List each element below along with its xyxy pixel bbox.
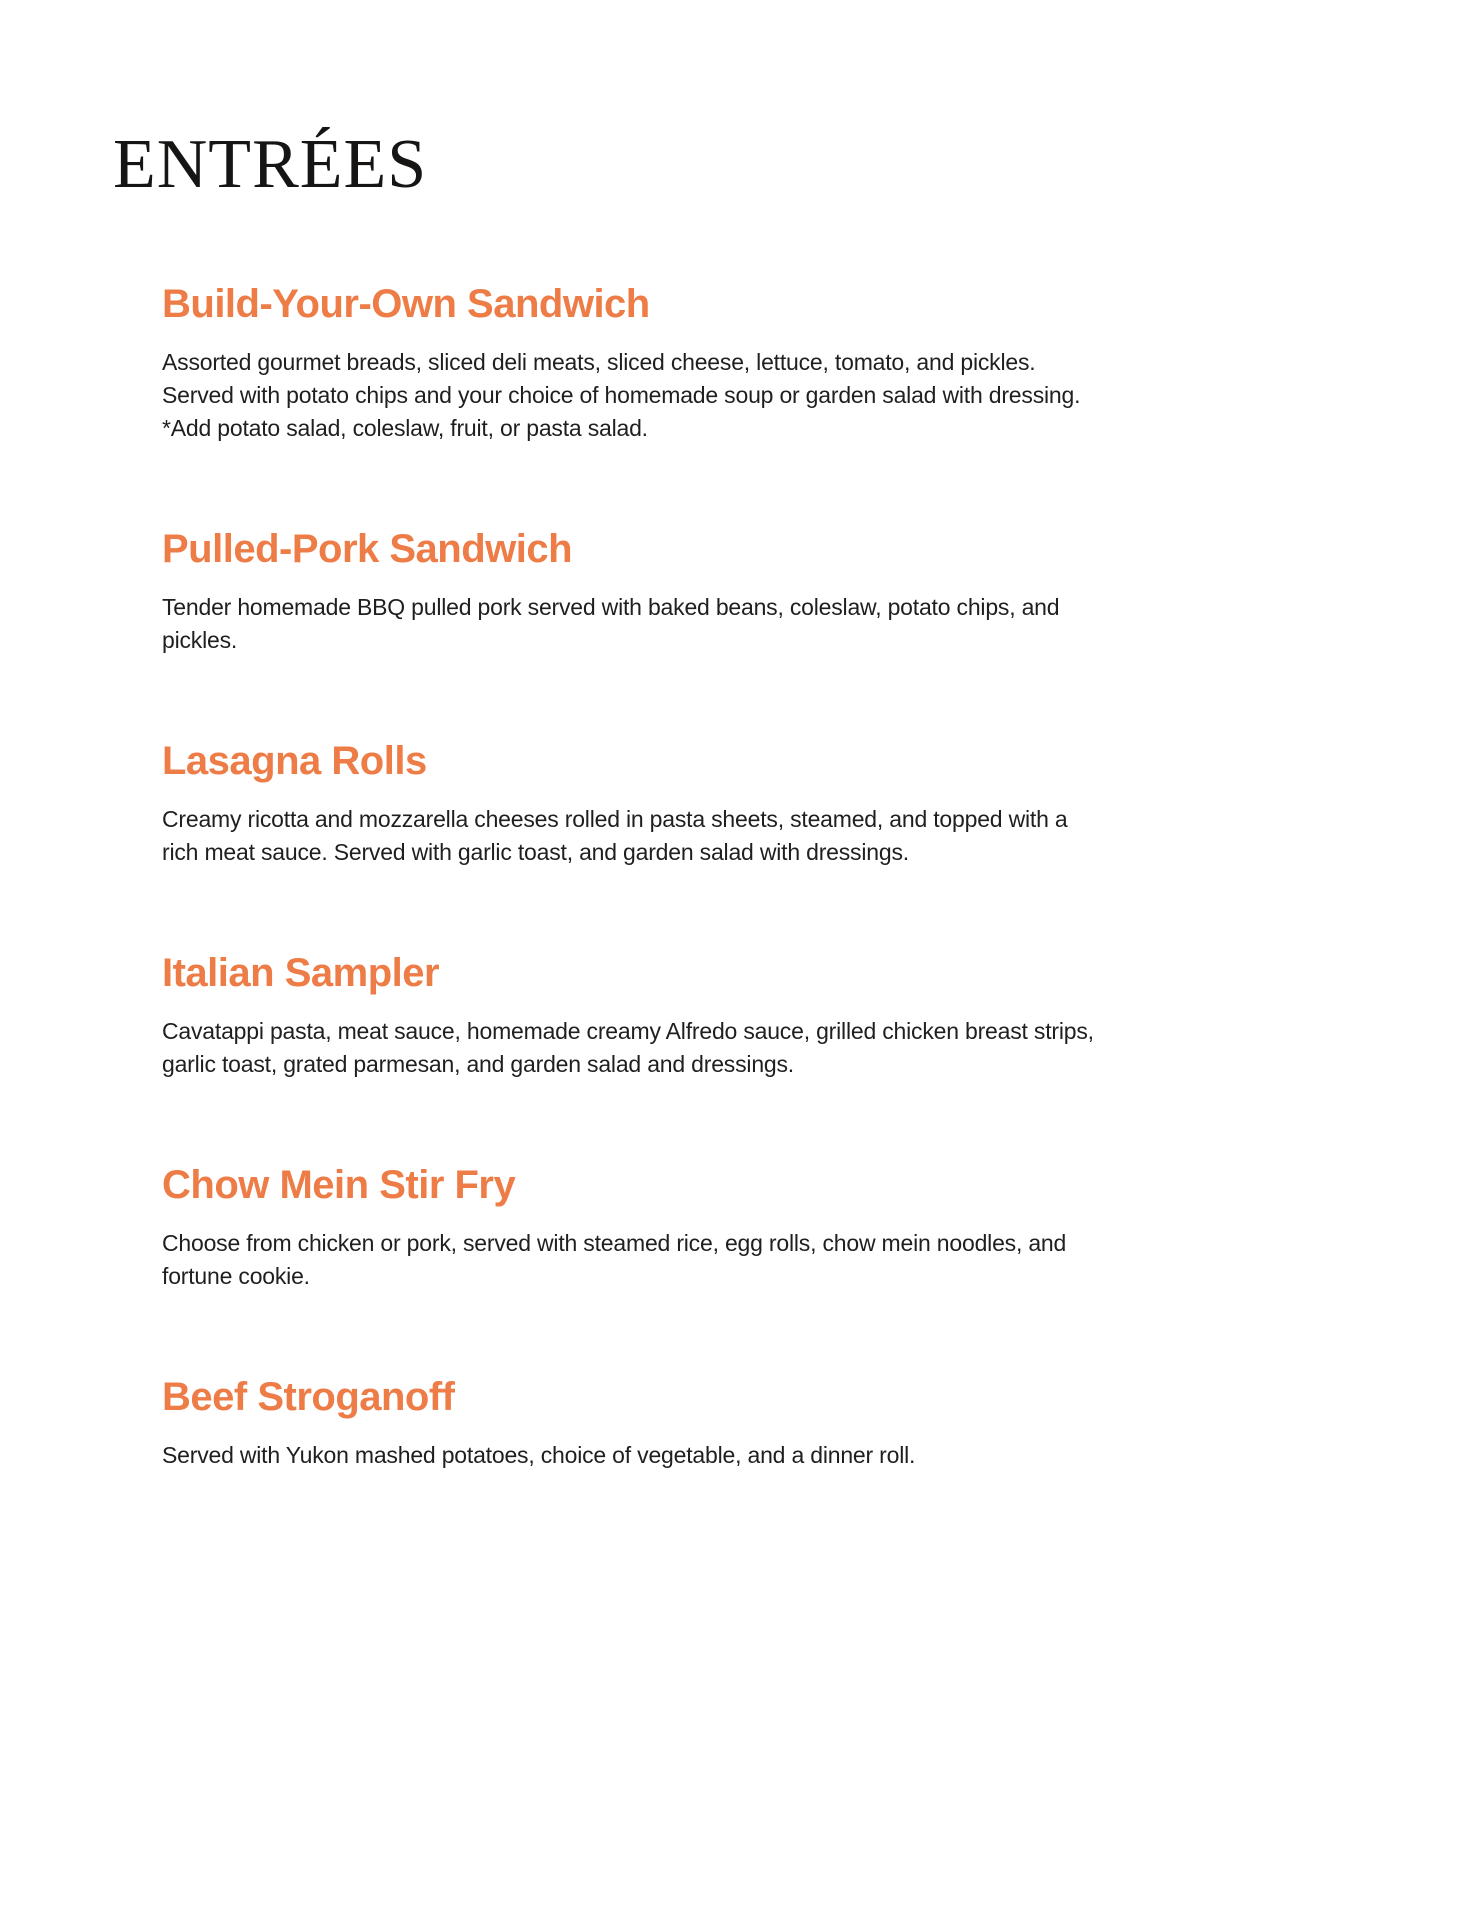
menu-item-chow-mein-stir-fry: [162, 1161, 1097, 1293]
menu-item-beef-stroganoff: [162, 1373, 1097, 1472]
item-name: Chow Mein Stir Fry: [162, 1162, 516, 1207]
item-description: Tender homemade BBQ pulled pork served with baked beans, coleslaw, potato chips, and pickles.: [162, 593, 1060, 653]
item-name: Italian Sampler: [162, 950, 440, 995]
item-description: Served with Yukon mashed potatoes, choice of vegetable, and a dinner roll.: [162, 1441, 916, 1468]
item-description: Assorted gourmet breads, sliced deli meats, sliced cheese, lettuce, tomato, and pickles. Served with potato chips and your choice of homemade soup or garden salad with dressing.: [162, 348, 1081, 408]
item-description: Choose from chicken or pork, served with steamed rice, egg rolls, chow mein noodles, and fortune cookie.: [162, 1229, 1067, 1289]
item-description: Cavatappi pasta, meat sauce, homemade creamy Alfredo sauce, grilled chicken breast strips, garlic toast, grated parmesan, and garden salad and dressings.: [162, 1017, 1094, 1077]
menu-item-pulled-pork-sandwich: [162, 525, 1097, 657]
menu-item-build-your-own-sandwich: [162, 280, 1097, 445]
menu-list: [162, 280, 1097, 1472]
item-name: Build-Your-Own Sandwich: [162, 281, 650, 326]
page-title: ENTRÉES: [113, 126, 428, 203]
menu-item-italian-sampler: [162, 949, 1097, 1081]
item-note: *Add potato salad, coleslaw, fruit, or pasta salad.: [162, 414, 648, 441]
item-description: Creamy ricotta and mozzarella cheeses rolled in pasta sheets, steamed, and topped with a rich meat sauce. Served with garlic toast, and garden salad with dressings.: [162, 805, 1068, 865]
item-name: Pulled-Pork Sandwich: [162, 526, 573, 571]
item-name: Beef Stroganoff: [162, 1374, 455, 1419]
item-name: Lasagna Rolls: [162, 738, 427, 783]
menu-item-lasagna-rolls: [162, 737, 1097, 869]
